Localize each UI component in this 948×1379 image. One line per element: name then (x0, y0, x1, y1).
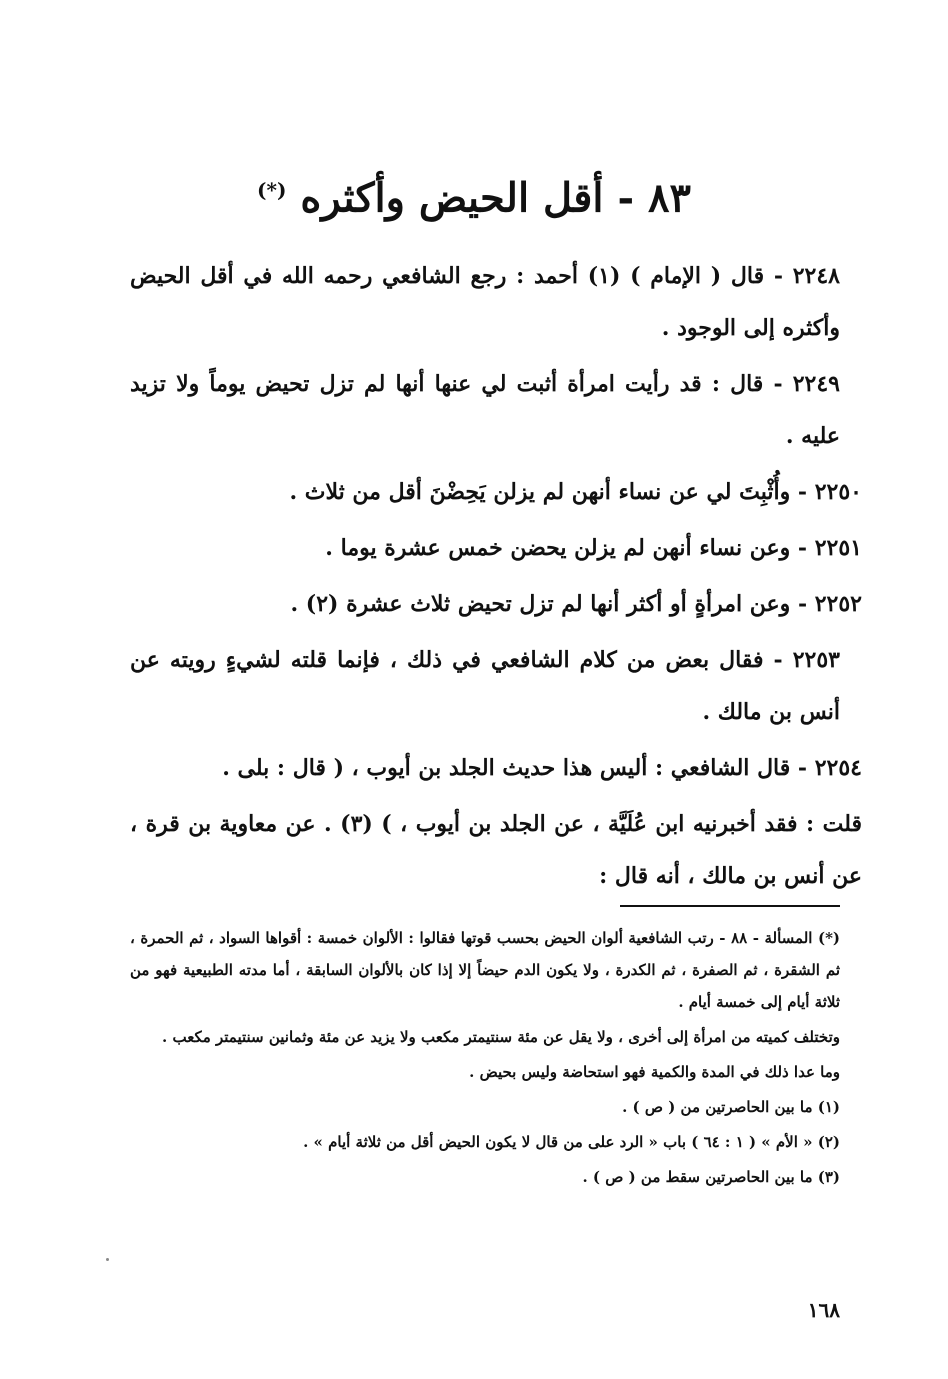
footnote-star-conclusion: وما عدا ذلك في المدة والكمية فهو استحاضة وليس بحيض . (469, 1063, 840, 1081)
chapter-title (120, 162, 828, 226)
footnote-2: (٢) « الأم » ( ١ : ٦٤ ) باب « الرد على من قال لا يكون الحيض أقل من ثلاثة أيام » . (303, 1133, 840, 1151)
footnote-3: (٣) ما بين الحاصرتين سقط من ( ص ) . (582, 1168, 840, 1186)
footnote-1: (١) ما بين الحاصرتين من ( ص ) . (622, 1098, 840, 1116)
paragraph-2248: ٢٢٤٨ - قال ( الإمام ) (١) أحمد : رجع الشافعي رحمه الله في أقل الحيض وأكثره إلى الوجود . (130, 263, 840, 341)
paragraph-2254: ٢٢٥٤ - قال الشافعي : أليس هذا حديث الجلد بن أيوب ، ( قال : بلى . (222, 755, 862, 781)
footnote-divider (620, 905, 840, 907)
paragraph-2249: ٢٢٤٩ - قال : قد رأيت امرأة أثبت لي عنها أنها لم تزل تحيض يوماً ولا تزيد عليه . (130, 371, 840, 449)
paragraph-2250: ٢٢٥٠ - وأُثْبِتَ لي عن نساء أنهن لم يزلن يَحِضْنَ أقل من ثلاث . (289, 479, 862, 505)
scan-speck (106, 1258, 109, 1261)
chapter-title-text: ٨٣ - أقل الحيض وأكثره (300, 174, 691, 222)
footnote-star-continuation: وتختلف كميته من امرأة إلى أخرى ، ولا يقل عن مئة سنتيمتر مكعب ولا يزيد عن مئة وثمانين سنتيمتر مكعب . (162, 1028, 840, 1046)
footnotes (130, 922, 840, 1196)
body-text (130, 250, 862, 906)
page-number: ١٦٨ (807, 1298, 840, 1322)
paragraph-2253: ٢٢٥٣ - فقال بعض من كلام الشافعي في ذلك ، فإنما قلته لشيءٍ رويته عن أنس بن مالك . (130, 647, 840, 725)
chapter-title-footnote-mark: (*) (257, 177, 287, 202)
paragraph-2252: ٢٢٥٢ - وعن امرأةٍ أو أكثر أنها لم تزل تحيض ثلاث عشرة (٢) . (290, 591, 862, 617)
paragraph-continuation: قلت : فقد أخبرنيه ابن عُلَيَّة ، عن الجلد بن أيوب ، ) (٣) . عن معاوية بن قرة ، عن أنس بن مالك ، أنه قال : (130, 811, 862, 889)
footnote-star: (*) المسألة - ٨٨ - رتب الشافعية ألوان الحيض بحسب قوتها فقالوا : الألوان خمسة : أقواها السواد ، ثم الحمرة ، ثم الشقرة ، ثم الصفرة ، ثم الكدرة ، ولا يكون الدم حيضاً إلا إذا كان بالألوان السابقة ، أما مدته الطبيعية فهو من ثلاثة أيام إلى خمسة أيام . (130, 929, 841, 1011)
paragraph-2251: ٢٢٥١ - وعن نساء أنهن لم يزلن يحضن خمس عشرة يوما . (325, 535, 862, 561)
